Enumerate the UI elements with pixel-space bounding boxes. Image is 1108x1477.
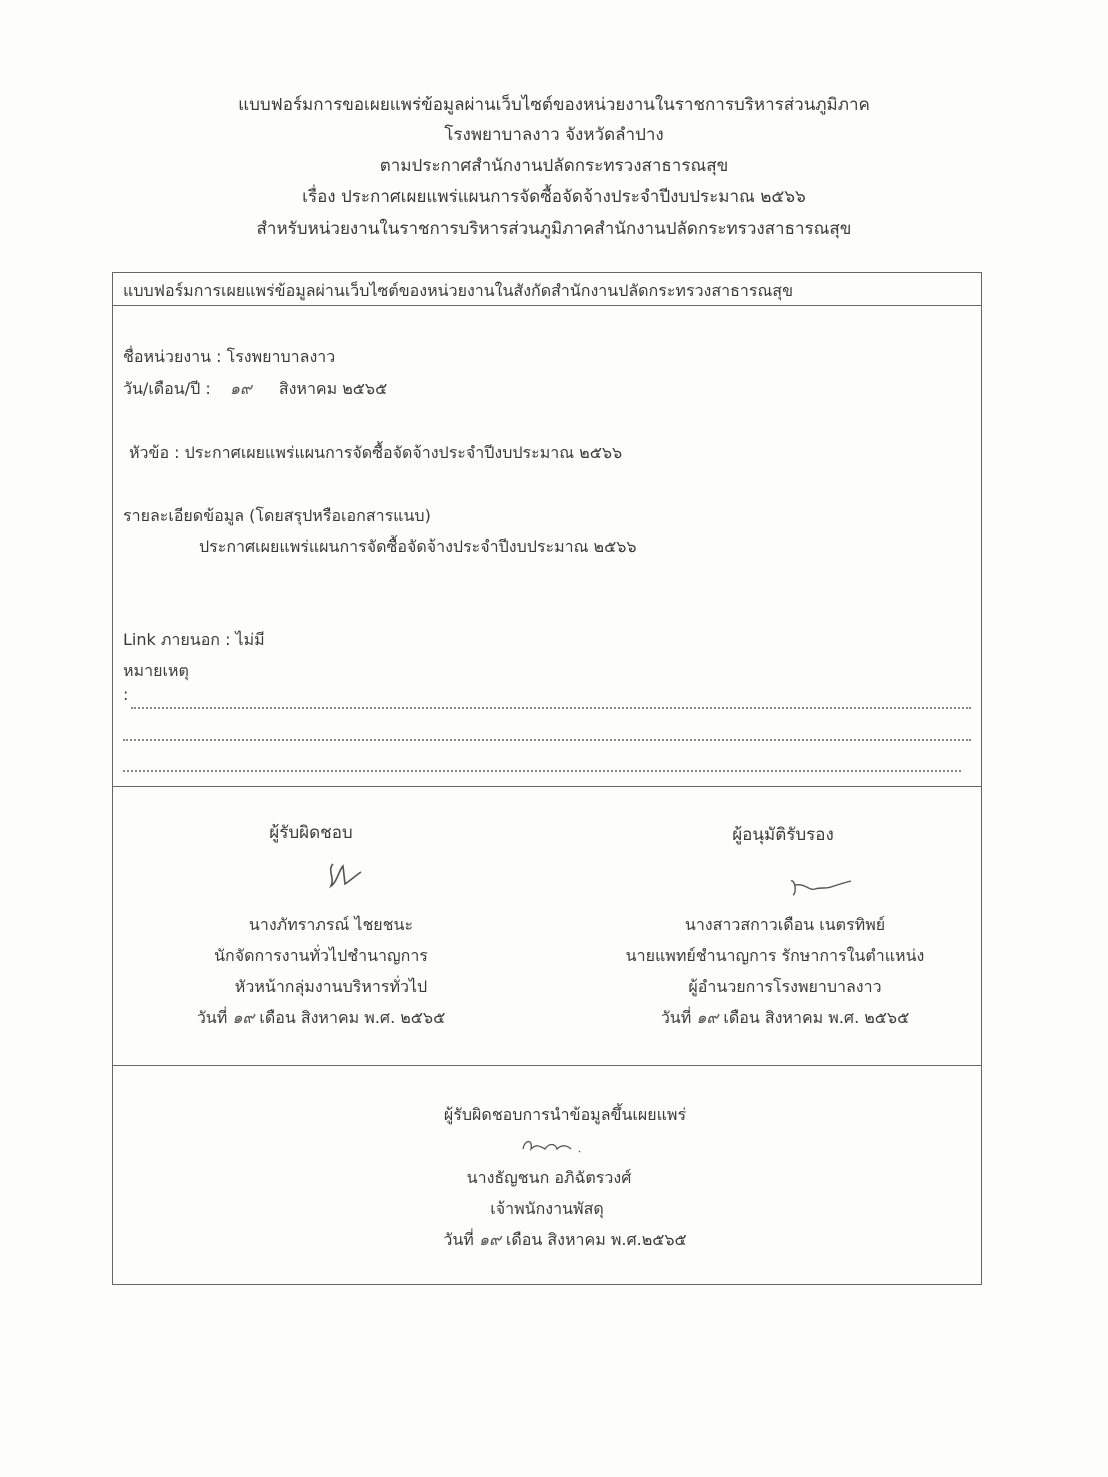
responsible-name: นางภัทราภรณ์ ไชยชนะ [248, 915, 414, 934]
header-line-4: เรื่อง ประกาศเผยแพร่แผนการจัดซื้อจัดจ้างประจำปีงบประมาณ ๒๕๖๖ [302, 187, 806, 207]
topic: หัวข้อ : ประกาศเผยแพร่แผนการจัดซื้อจัดจ้างประจำปีงบประมาณ ๒๕๖๖ [129, 443, 623, 462]
responsible-date-suffix: เดือน สิงหาคม พ.ศ. ๒๕๖๕ [259, 1008, 446, 1027]
approver-name: นางสาวสกาวเดือน เนตรทิพย์ [684, 915, 886, 934]
form-title: แบบฟอร์มการเผยแพร่ข้อมูลผ่านเว็บไซต์ของหน่วยงานในสังกัดสำนักงานปลัดกระทรวงสาธารณสุข [123, 281, 793, 300]
publisher-date-suffix: เดือน สิงหาคม พ.ศ.๒๕๖๕ [505, 1230, 687, 1249]
detail-text: ประกาศเผยแพร่แผนการจัดซื้อจัดจ้างประจำปีงบประมาณ ๒๕๖๖ [199, 537, 637, 556]
responsible-role: หัวหน้ากลุ่มงานบริหารทั่วไป [234, 977, 428, 996]
header-line-1: แบบฟอร์มการขอเผยแพร่ข้อมูลผ่านเว็บไซต์ของหน่วยงานในราชการบริหารส่วนภูมิภาค [238, 95, 870, 115]
date-day: ๑๙ [229, 379, 252, 398]
approver-date-suffix: เดือน สิงหาคม พ.ศ. ๒๕๖๕ [723, 1008, 910, 1027]
publisher-signature [517, 1131, 589, 1159]
date-line [123, 377, 387, 402]
approver-position: นายแพทย์ชำนาญการ รักษาการในตำแหน่ง [625, 946, 925, 965]
header-line-3: ตามประกาศสำนักงานปลัดกระทรวงสาธารณสุข [379, 156, 729, 176]
responsible-heading: ผู้รับผิดชอบ [269, 823, 353, 843]
date-rest: สิงหาคม ๒๕๖๕ [278, 379, 388, 398]
date-label: วัน/เดือน/ปี : [123, 379, 211, 398]
approver-date-prefix: วันที่ [660, 1008, 692, 1027]
publisher-date [443, 1228, 686, 1253]
remark-line-3 [123, 770, 961, 772]
publisher-name: นางธัญชนก อภิฉัตรวงศ์ [466, 1168, 632, 1187]
publisher-heading: ผู้รับผิดชอบการนำข้อมูลขึ้นเผยแพร่ [443, 1105, 687, 1124]
remark-label: หมายเหตุ [123, 661, 189, 680]
responsible-date [197, 1006, 445, 1031]
header-line-5: สำหรับหน่วยงานในราชการบริหารส่วนภูมิภาคสำนักงานปลัดกระทรวงสาธารณสุข [256, 219, 852, 239]
section-divider-1 [113, 786, 981, 787]
external-link: Link ภายนอก : ไม่มี [123, 630, 265, 649]
responsible-position: นักจัดการงานทั่วไปชำนาญการ [214, 946, 428, 965]
responsible-signature [321, 858, 381, 894]
detail-label: รายละเอียดข้อมูล (โดยสรุปหรือเอกสารแนบ) [123, 506, 431, 525]
unit-name: ชื่อหน่วยงาน : โรงพยาบาลงาว [123, 347, 336, 366]
header-line-2: โรงพยาบาลงาว จังหวัดลำปาง [444, 125, 664, 145]
approver-heading: ผู้อนุมัติรับรอง [732, 825, 834, 845]
remark-line-1 [131, 707, 971, 709]
remark-line-2 [123, 739, 971, 741]
publisher-date-prefix: วันที่ [443, 1230, 474, 1249]
title-divider [113, 305, 981, 306]
approver-date [661, 1006, 909, 1031]
responsible-date-day: ๑๙ [232, 1008, 255, 1027]
remark-colon: : [123, 685, 129, 704]
form-box [112, 272, 982, 1285]
approver-date-day: ๑๙ [696, 1008, 719, 1027]
approver-signature [785, 873, 857, 901]
section-divider-2 [113, 1065, 981, 1066]
approver-role: ผู้อำนวยการโรงพยาบาลงาว [688, 977, 882, 996]
publisher-position: เจ้าพนักงานพัสดุ [490, 1199, 604, 1218]
responsible-date-prefix: วันที่ [196, 1008, 228, 1027]
publisher-date-day: ๑๙ [478, 1230, 501, 1249]
